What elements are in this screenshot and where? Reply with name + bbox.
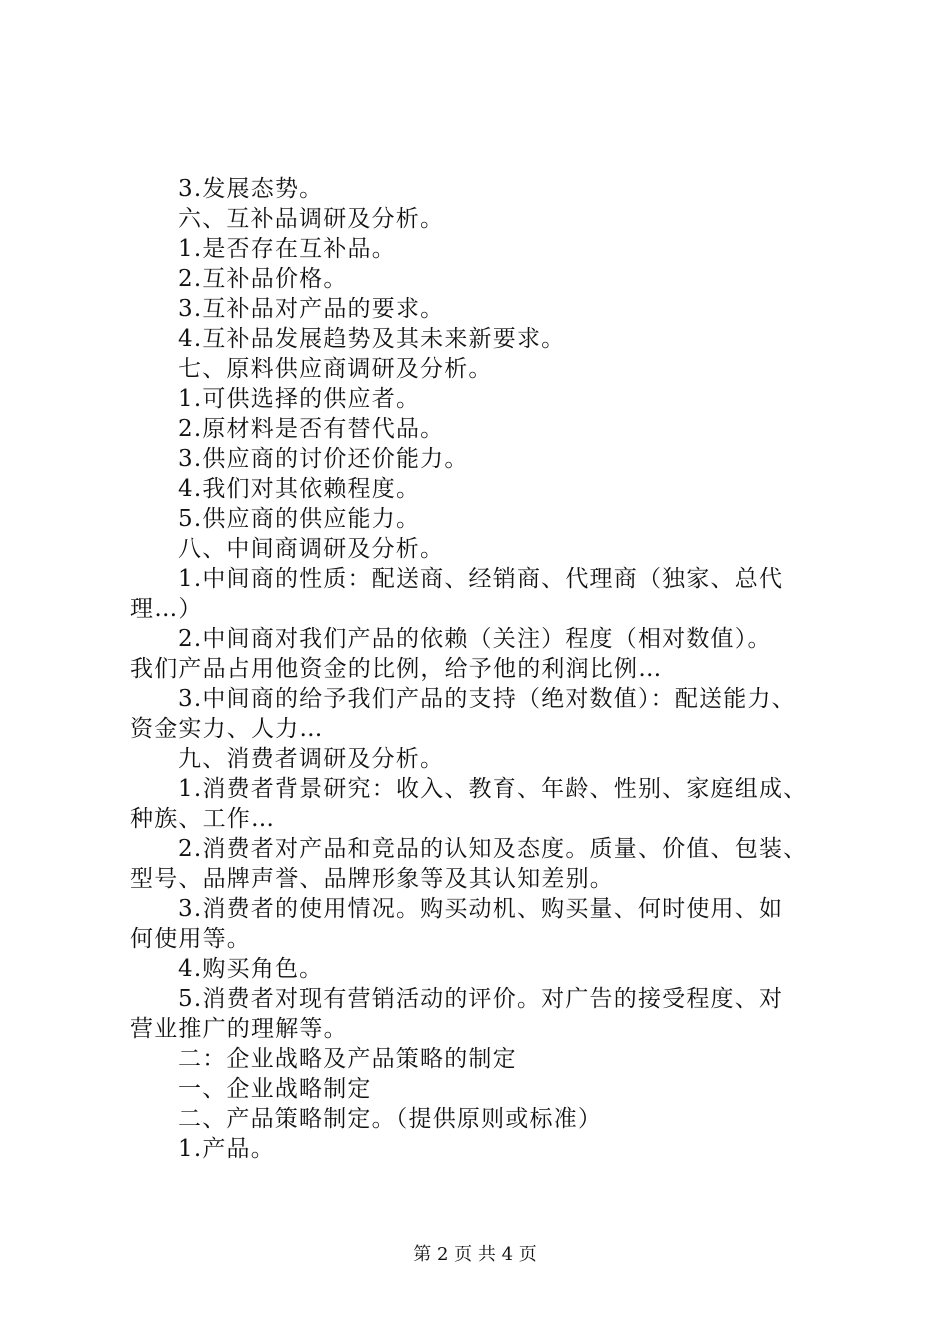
document-body: [130, 174, 850, 1164]
text-line: 3.供应商的讨价还价能力。: [178, 446, 469, 472]
text-line: 3.发展态势。: [178, 176, 324, 202]
text-line: 2.互补品价格。: [178, 266, 348, 292]
text-line: 一、企业战略制定: [178, 1076, 372, 1102]
text-line: 1.可供选择的供应者。: [178, 386, 421, 412]
text-line: 4.互补品发展趋势及其未来新要求。: [178, 326, 566, 352]
text-line: 1.是否存在互补品。: [178, 236, 396, 262]
text-line: 4.我们对其依赖程度。: [178, 476, 421, 502]
text-line: 1.产品。: [178, 1136, 275, 1162]
text-line: 何使用等。: [130, 926, 251, 952]
text-line: 二、产品策略制定。（提供原则或标准）: [178, 1106, 603, 1132]
text-line: 七、原料供应商调研及分析。: [178, 356, 493, 382]
text-line: 3.中间商的给予我们产品的支持（绝对数值）：配送能力、: [178, 686, 796, 712]
text-line: 型号、品牌声誉、品牌形象等及其认知差别。: [130, 866, 614, 892]
text-line: 六、互补品调研及分析。: [178, 206, 445, 232]
text-line: 九、消费者调研及分析。: [178, 746, 445, 772]
text-line: 2.原材料是否有替代品。: [178, 416, 445, 442]
text-line: 营业推广的理解等。: [130, 1016, 348, 1042]
text-line: 4.购买角色。: [178, 956, 324, 982]
text-line: 1.消费者背景研究：收入、教育、年龄、性别、家庭组成、: [178, 776, 808, 802]
text-line: 3.互补品对产品的要求。: [178, 296, 445, 322]
text-line: 3.消费者的使用情况。购买动机、购买量、何时使用、如: [178, 896, 784, 922]
text-line: 理…）: [130, 596, 203, 622]
text-line: 2.消费者对产品和竞品的认知及态度。质量、价值、包装、: [178, 836, 808, 862]
text-line: 二：企业战略及产品策略的制定: [178, 1046, 517, 1072]
text-line: 我们产品占用他资金的比例，给予他的利润比例…: [130, 656, 663, 682]
text-line: 种族、工作…: [130, 806, 276, 832]
text-line: 1.中间商的性质：配送商、经销商、代理商（独家、总代: [178, 566, 784, 592]
text-line: 2.中间商对我们产品的依赖（关注）程度（相对数值）。: [178, 626, 772, 652]
text-line: 资金实力、人力…: [130, 716, 324, 742]
text-line: 5.供应商的供应能力。: [178, 506, 421, 532]
text-line: 5.消费者对现有营销活动的评价。对广告的接受程度、对: [178, 986, 784, 1012]
page-footer: 第 2 页 共 4 页: [413, 1244, 537, 1265]
text-line: 八、中间商调研及分析。: [178, 536, 445, 562]
